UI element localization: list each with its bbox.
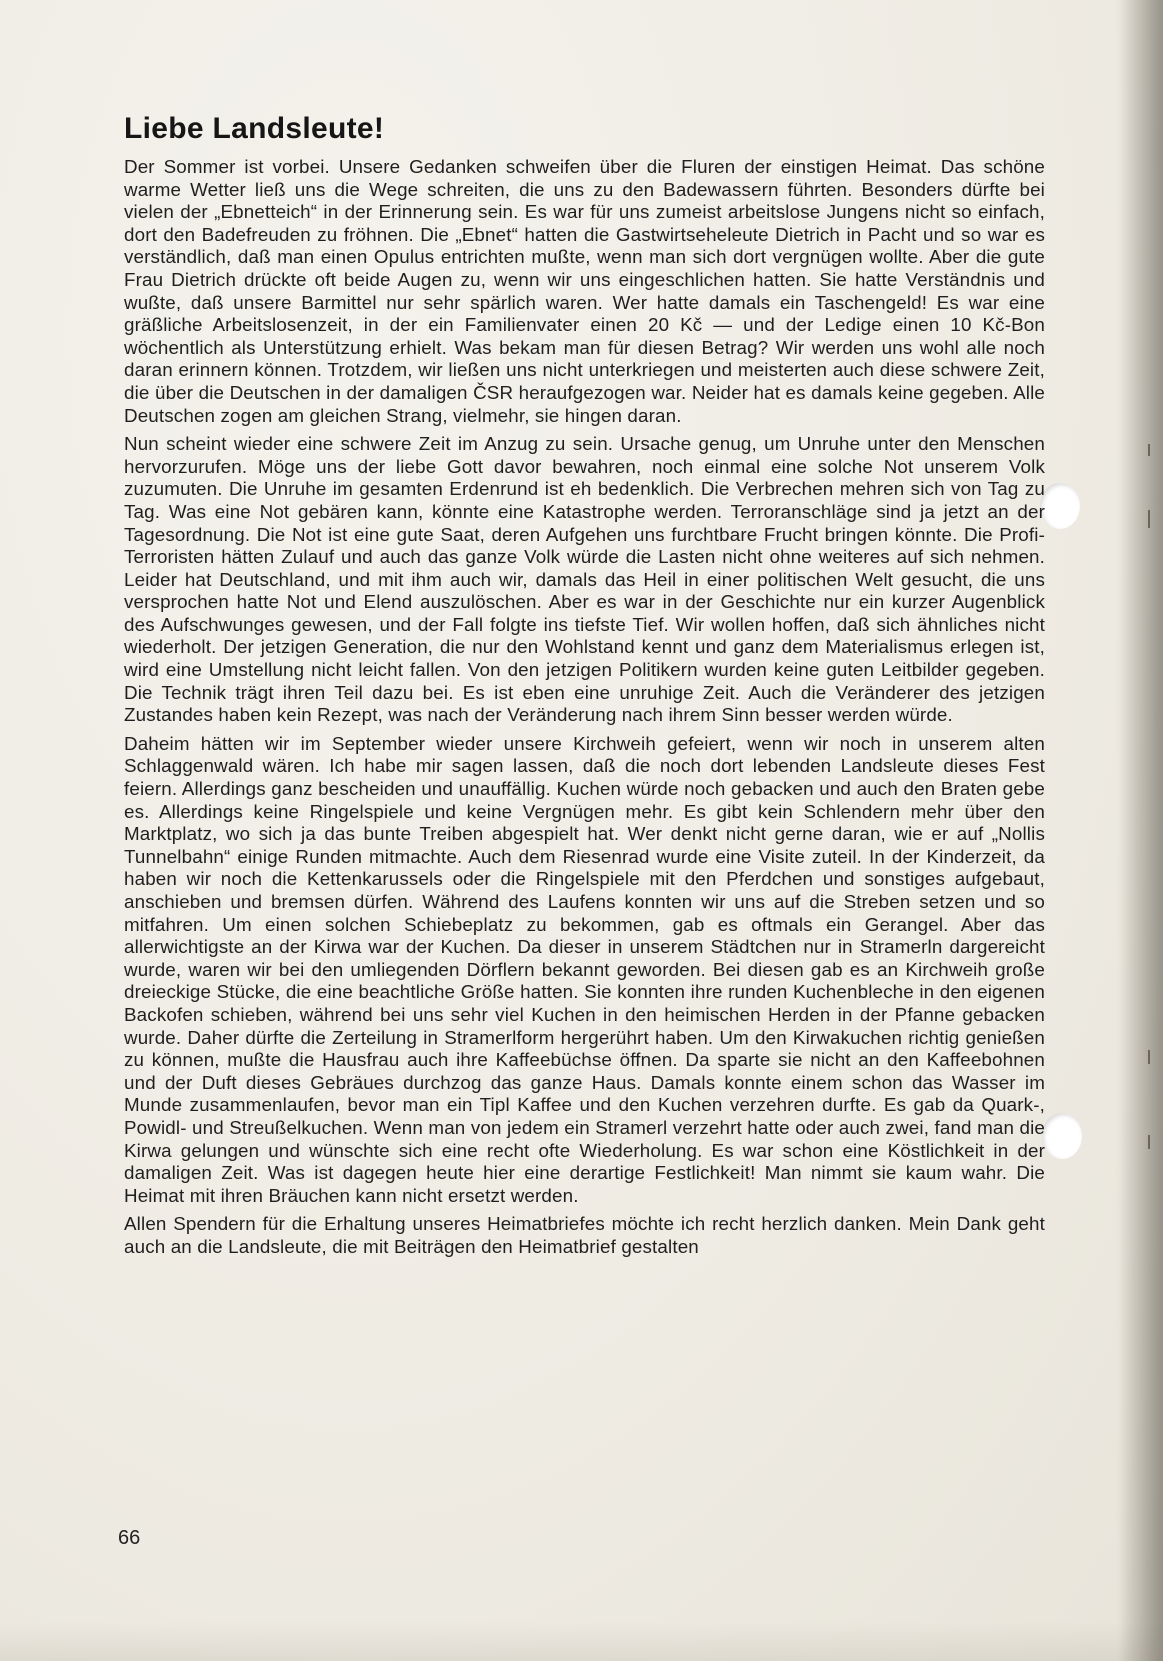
page-edge-shadow (1115, 0, 1163, 1661)
margin-mark (1148, 1135, 1150, 1149)
letter-body (124, 112, 1045, 1265)
margin-mark (1148, 1050, 1150, 1064)
margin-mark (1148, 444, 1150, 456)
margin-mark (1148, 510, 1150, 528)
letter-paragraph: Daheim hätten wir im September wieder unsere Kirchweih gefeiert, wenn wir noch in unserem alten Schlaggenwald wären. Ich habe mir sagen lassen, daß die noch dort lebenden Landsleute dieses Fest feiern. Allerdings ganz bescheiden und unauffällig. Kuchen würde noch gebacken und auch den Braten gebe es. Allerdings keine Ringelspiele und keine Vergnügen mehr. Es gibt kein Schlendern mehr über den Marktplatz, wo sich ja das bunte Treiben abgespielt hat. Wer denkt nicht gerne daran, wie er auf „Nollis Tunnelbahn“ einige Runden mitmachte. Auch dem Riesenrad wurde eine Visite zuteil. In der Kinderzeit, da haben wir noch die Kettenkarussels oder die Ringelspiele mit den Pferdchen und sonstiges aufgebaut, anschieben und bremsen dürfen. Während des Laufens konnten wir uns auf die Streben setzen und so mitfahren. Um einen solchen Schiebeplatz zu bekommen, gab es oftmals ein Gerangel. Aber das allerwichtigste an der Kirwa war der Kuchen. Da dieser in unserem Städtchen nur in Stramerln dargereicht wurde, waren wir bei den umliegenden Dörflern bekannt geworden. Bei diesen gab es an Kirchweih große dreieckige Stücke, die eine beachtliche Größe hatten. Sie konnten ihre runden Kuchenbleche in den eigenen Backofen schieben, während bei uns sehr viel Kuchen in den heimischen Herden in der Pfanne gebacken wurde. Daher dürfte die Zerteilung in Stramerlform hergerührt haben. Um den Kirwakuchen richtig genießen zu können, mußte die Hausfrau auch ihre Kaffeebüchse öffnen. Da sparte sie nicht an den Kaffeebohnen und der Duft dieses Gebräues durchzog das ganze Haus. Damals konnte einem schon das Wasser im Munde zusammenlaufen, bevor man ein Tipl Kaffee und den Kuchen verzehren durfte. Es gab da Quark-, Powidl- und Streußelkuchen. Wenn man von jedem ein Stramerl verzehrt hatte oder auch zwei, fand man die Kirwa gelungen und wünschte sich eine recht ofte Wiederholung. Es war schon eine Köstlichkeit in der damaligen Zeit. Was ist dagegen heute hier eine derartige Festlichkeit! Man nimmt sie kaum wahr. Die Heimat mit ihren Bräuchen kann nicht ersetzt werden. (124, 732, 1045, 1206)
letter-title: Liebe Landsleute! (124, 112, 385, 145)
punch-hole (1040, 483, 1080, 529)
punch-hole (1042, 1113, 1082, 1159)
letter-paragraph: Allen Spendern für die Erhaltung unseres Heimatbriefes möchte ich recht herzlich danken. Mein Dank geht auch an die Landsleute, die mit Beiträgen den Heimatbrief gestalten (124, 1213, 1045, 1257)
page-bottom-shade (0, 1621, 1163, 1661)
page-number: 66 (118, 1527, 141, 1549)
letter-paragraph: Nun scheint wieder eine schwere Zeit im Anzug zu sein. Ursache genug, um Unruhe unter den Menschen hervorzurufen. Möge uns der liebe Gott davor bewahren, noch einmal eine solche Not unserem Volk zuzumuten. Die Unruhe im gesamten Erdenrund ist eh bedenklich. Die Verbrechen mehren sich von Tag zu Tag. Was eine Not gebären kann, könnte eine Katastrophe werden. Terroranschläge sind ja jetzt an der Tagesordnung. Die Not ist eine gute Saat, deren Aufgehen uns furchtbare Frucht bringen könnte. Die Profi-Terroristen hätten Zulauf und auch das ganze Volk würde die Lasten nicht ohne weiteres auf sich nehmen. Leider hat Deutschland, und mit ihm auch wir, damals das Heil in einer politischen Welt gesucht, die uns versprochen hatte Not und Elend auszulöschen. Aber es war in der Geschichte nur ein kurzer Augenblick des Aufschwunges gewesen, und der Fall folgte ins tiefste Tief. Wir wollen hoffen, daß sich ähnliches nicht wiederholt. Der jetzigen Generation, die nur den Wohlstand kennt und ganz dem Materialismus erlegen ist, wird eine Umstellung nicht leicht fallen. Von den jetzigen Politikern wurden keine guten Leitbilder gegeben. Die Technik trägt ihren Teil dazu bei. Es ist eben eine unruhige Zeit. Auch die Veränderer des jetzigen Zustandes haben kein Rezept, was nach der Veränderung nach ihrem Sinn besser werden würde. (124, 433, 1045, 726)
letter-paragraph: Der Sommer ist vorbei. Unsere Gedanken schweifen über die Fluren der einstigen Heimat. Das schöne warme Wetter ließ uns die Wege schreiten, die uns zu den Badewassern führten. Besonders dürfte bei vielen der „Ebnetteich“ in der Erinnerung sein. Es war für uns zumeist arbeitslose Jungens nicht so einfach, dort den Badefreuden zu fröhnen. Die „Ebnet“ hatten die Gastwirtseheleute Dietrich in Pacht und so war es verständlich, daß man einen Opulus entrichten mußte, wenn man sich dort vergnügen wollte. Aber die gute Frau Dietrich drückte oft beide Augen zu, wenn wir uns eingeschlichen hatten. Sie hatte Verständnis und wußte, daß unsere Barmittel nur sehr spärlich waren. Wer hatte damals ein Taschengeld! Es war eine gräßliche Arbeitslosenzeit, in der ein Familienvater einen 20 Kč — und der Ledige einen 10 Kč-Bon wöchentlich als Unterstützung erhielt. Was bekam man für diesen Betrag? Wir werden uns wohl alle noch daran erinnern können. Trotzdem, wir ließen uns nicht unterkriegen und meisterten auch diese schwere Zeit, die über die Deutschen in der damaligen ČSR heraufgezogen war. Neider hat es damals keine gegeben. Alle Deutschen zogen am gleichen Strang, vielmehr, sie hingen daran. (124, 156, 1045, 426)
